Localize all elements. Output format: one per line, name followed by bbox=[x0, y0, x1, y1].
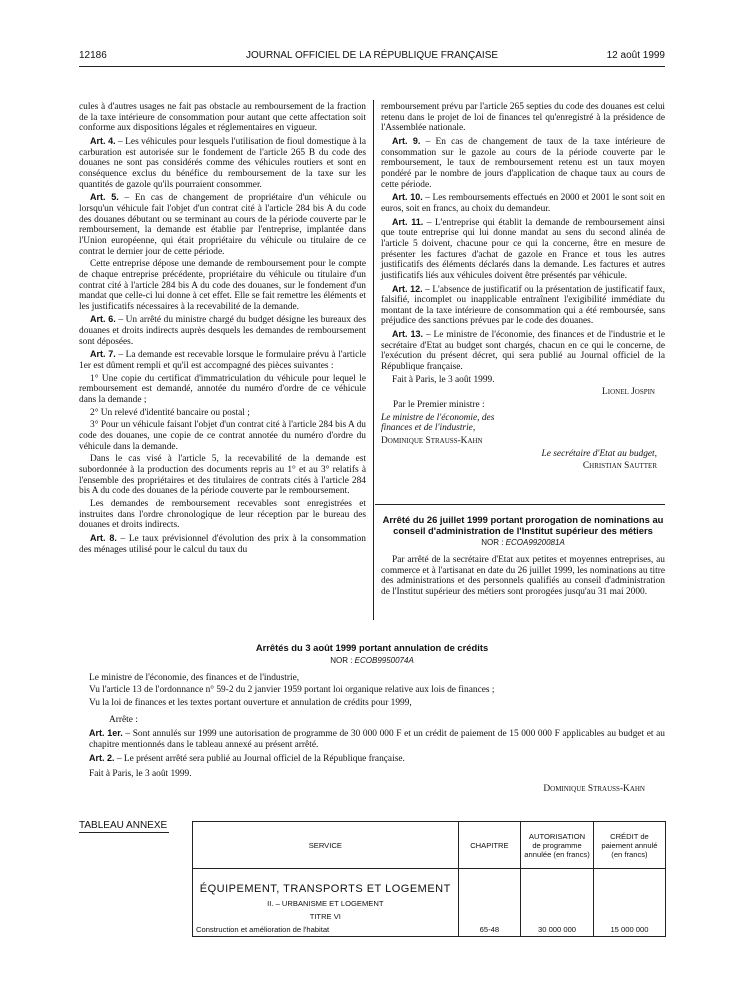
header-service: SERVICE bbox=[193, 822, 459, 869]
signature-prefix: Par le Premier ministre : bbox=[393, 400, 485, 411]
paragraph: Par arrêté de la secrétaire d'Etat aux petites et moyennes entreprises, au commerce et à l'artisanat en date du 26 juillet 1999, les nominations au titre des administrations et des personnels qualifiés au conseil d'administration de l'Institut supérieur des métiers sont prorogées jusqu'au 31 mai 2000. bbox=[381, 554, 665, 597]
left-column bbox=[79, 102, 366, 557]
issue-date: 12 août 1999 bbox=[606, 50, 665, 61]
preamble-line: Vu l'article 13 de l'ordonnance n° 59-2 du 2 janvier 1959 portant loi organique relative aux lois de finances ; bbox=[89, 685, 495, 696]
article-13: Art. 13. – Le ministre de l'économie, des finances et de l'industrie et le secrétaire d'Etat au budget sont chargés, chacun en ce qui le concerne, de l'exécution du présent décret, qui sera publié au Journal officiel de la République française. bbox=[381, 329, 665, 373]
preamble-line: Vu la loi de finances et les textes portant ouverture et annulation de crédits pour 1999, bbox=[89, 698, 412, 709]
signature-dsk: Dominique Strauss-Kahn bbox=[543, 783, 645, 794]
annex-table bbox=[192, 821, 666, 937]
signature-date: Fait à Paris, le 3 août 1999. bbox=[89, 768, 192, 779]
row-credit: 15 000 000 bbox=[593, 923, 665, 937]
table-row bbox=[193, 869, 666, 924]
article-1: Art. 1er. – Sont annulés sur 1999 une autorisation de programme de 30 000 000 F et un crédit de paiement de 15 000 000 F applicables au budget et au chapitre mentionnés dans le tableau annexé au présent arrêté. bbox=[89, 728, 665, 751]
decree-institut bbox=[381, 515, 665, 599]
decree-credits bbox=[79, 643, 665, 797]
article-10: Art. 10. – Les remboursements effectués en 2000 et 2001 le sont soit en euros, soit en francs, au choix du demandeur. bbox=[381, 192, 665, 214]
decree-title: Arrêté du 26 juillet 1999 portant prorogation de nominations au conseil d'administration de l'Institut supérieur des métiers bbox=[382, 514, 664, 536]
decree-title: Arrêtés du 3 août 1999 portant annulation de crédits bbox=[255, 642, 489, 653]
right-column bbox=[381, 102, 665, 474]
list-item: 3° Pour un véhicule faisant l'objet d'un contrat cité à l'article 284 bis A du code des douanes, une copie de ce contrat annotée du numéro d'ordre du véhicule dans la demande. bbox=[79, 420, 366, 452]
table-header-row bbox=[193, 822, 666, 869]
table-row bbox=[193, 923, 666, 937]
column-divider bbox=[373, 100, 374, 620]
article-9: Art. 9. – En cas de changement de taux de la taxe intérieure de consommation sur le gazole au cours de la période couverte par le remboursement, le taux de remboursement retenu est un taux moyen pondéré par le nombre de jours d'application de chaque taux au cours de cette période. bbox=[381, 135, 665, 190]
paragraph: remboursement prévu par l'article 265 septies du code des douanes est celui retenu dans le projet de loi de finances tel qu'enregistré à la présidence de l'Assemblée nationale. bbox=[381, 102, 665, 134]
header-autorisation: AUTORISATION de programme annulée (en francs) bbox=[521, 822, 594, 869]
article-11: Art. 11. – L'entreprise qui établit la demande de remboursement ainsi que toute entreprise qui lui donne mandat au sens du second alinéa de l'article 5 doivent, chacune pour ce qui la concerne, être en mesure de présenter les factures d'achat de gazole en France et tous les autres justificatifs des éléments déclarés dans la demande. Les factures et autres justificatifs liés aux véhicules doivent être présentés par véhicule. bbox=[381, 216, 666, 281]
annex-label: TABLEAU ANNEXE bbox=[79, 820, 168, 831]
header-chapitre: CHAPITRE bbox=[458, 822, 521, 869]
page-number: 12186 bbox=[79, 50, 107, 61]
article-12: Art. 12. – L'absence de justificatif ou la présentation de justificatif faux, falsifié, incomplet ou inapplicable entraînent l'exigibilité immédiate du montant de la taxe intérieure de consommation qui a été remboursée, sans préjudice des sanctions prévues par le code des douanes. bbox=[381, 283, 665, 327]
service-heading bbox=[193, 869, 459, 924]
section-name: II. – URBANISME ET LOGEMENT bbox=[267, 899, 384, 908]
nor-reference: NOR : ECOB9950074A bbox=[330, 655, 414, 665]
ministry-name: ÉQUIPEMENT, TRANSPORTS ET LOGEMENT bbox=[199, 883, 451, 895]
header-divider bbox=[79, 66, 665, 67]
article-2: Art. 2. – Le présent arrêté sera publié au Journal officiel de la République française. bbox=[89, 752, 405, 764]
row-label: Construction et amélioration de l'habitat bbox=[193, 923, 459, 937]
secretary-title: Le secrétaire d'Etat au budget, bbox=[541, 448, 657, 459]
article-6: Art. 6. – Un arrêté du ministre chargé du budget désigne les bureaux des douanes et droits indirects auprès desquels les demandes de remboursement sont déposées. bbox=[79, 314, 366, 347]
signature-date: Fait à Paris, le 3 août 1999. bbox=[392, 374, 495, 385]
header-credit: CRÉDIT de paiement annulé (en francs) bbox=[593, 822, 665, 869]
row-chapitre: 65-48 bbox=[458, 923, 521, 937]
article-7: Art. 7. – La demande est recevable lorsque le formulaire prévu à l'article 1er est dûment rempli et qu'il est accompagné des pièces suivantes : bbox=[79, 349, 366, 372]
preamble-line: Le ministre de l'économie, des finances et de l'industrie, bbox=[89, 672, 300, 683]
signature-dsk: Dominique Strauss-Kahn bbox=[381, 436, 483, 447]
article-8: Art. 8. – Le taux prévisionnel d'évolution des prix à la consommation des ménages utilisé pour le calcul du taux du bbox=[79, 532, 366, 555]
article-5: Art. 5. – En cas de changement de propriétaire d'un véhicule ou lorsqu'un véhicule fait l'objet d'un contrat cité à l'article 284 bis A du code des douanes débutant ou se terminant au cours de la période couverte par le remboursement, la demande est établie par l'entreprise, implantée dans l'Union européenne, qui était propriétaire du véhicule ou titulaire de ce contrat le dernier jour de cette période. bbox=[79, 192, 367, 257]
signature-sautter: Christian Sautter bbox=[582, 461, 657, 472]
nor-reference: NOR : ECOA9920081A bbox=[481, 538, 565, 548]
annex-divider bbox=[79, 832, 169, 833]
titre-name: TITRE VI bbox=[309, 912, 341, 921]
list-item: 2° Un relevé d'identité bancaire ou postal ; bbox=[90, 407, 250, 418]
list-item: 1° Une copie du certificat d'immatriculation du véhicule pour lequel le remboursement est demandé, annotée du numéro d'ordre de ce véhicule dans la demande ; bbox=[79, 373, 366, 406]
row-autorisation: 30 000 000 bbox=[521, 923, 594, 937]
article-4: Art. 4. – Les véhicules pour lesquels l'utilisation de fioul domestique à la carburation est autorisée sur le fondement de l'article 265 B du code des douanes ne sont pas considérés comme des véhicules routiers et sont en conséquence exclus du bénéfice du remboursement de la taxe sur les quantités de gazole qu'ils pourraient consommer. bbox=[79, 135, 366, 190]
paragraph: cules à d'autres usages ne fait pas obstacle au remboursement de la fraction de la taxe intérieure de consommation pour autant que cette affectation soit conforme aux dispositions légales et réglementaires en vigueur. bbox=[79, 102, 366, 134]
journal-title: JOURNAL OFFICIEL DE LA RÉPUBLIQUE FRANÇAISE bbox=[245, 50, 499, 61]
minister-title: Le ministre de l'économie, des finances et de l'industrie, bbox=[381, 412, 495, 434]
page-header bbox=[79, 48, 665, 64]
arrete-heading: Arrête : bbox=[109, 715, 138, 726]
section-divider bbox=[375, 504, 665, 505]
paragraph: Les demandes de remboursement recevables sont enregistrées et instruites dans l'ordre chronologique de leur réception par le bureau des douanes et droits indirects. bbox=[79, 498, 366, 531]
paragraph: Cette entreprise dépose une demande de remboursement pour le compte de chaque entreprise précédente, propriétaire du véhicule ou titulaire d'un contrat cité à l'article 284 bis A du code des douanes, sur le fondement d'un mandat que celle-ci lui donne à cet effet. Elle se fait remettre les éléments et les justificatifs nécessaires à la recevabilité de la demande. bbox=[79, 259, 366, 312]
signature-jospin: Lionel Jospin bbox=[602, 387, 655, 398]
paragraph: Dans le cas visé à l'article 5, la recevabilité de la demande est subordonnée à la production des documents repris au 1° et au 3° relatifs à l'ensemble des propriétaires et des titulaires de contrats cités à l'article 284 bis A du code des douanes de la période couverte par le remboursement. bbox=[79, 454, 366, 497]
